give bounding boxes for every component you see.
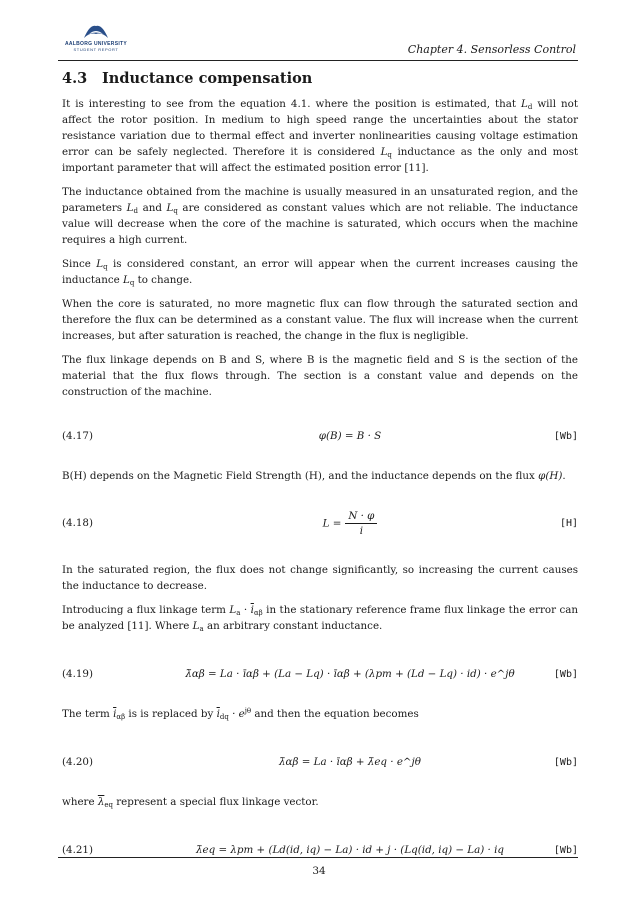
equation-number: (4.18) [62,517,93,529]
math-la: L [192,620,200,632]
math-la: L [229,604,237,616]
text-run: Since [62,258,97,270]
text-run: · [240,604,251,616]
equation-expression [152,510,548,537]
footer-rule [58,857,578,858]
math-sub: q [103,263,108,271]
fraction-numerator: N · φ [345,510,377,524]
text-run: B(H) depends on the Magnetic Field Strength (H), and the inductance depends on the flux [62,470,539,482]
paragraph-3 [62,256,578,288]
equation-expression: λ̄αβ = La · īαβ + λ̄eq · e^jθ [279,756,421,768]
math-phi: φ(H) [538,470,563,482]
fraction-denominator: i [359,524,364,537]
equation-number: (4.17) [62,430,93,442]
text-run: Introducing a flux linkage term [62,604,230,616]
text-run: in the stationary reference frame flux linkage the error can be analyzed [11]. Where [62,604,578,632]
equation-expression: φ(B) = B · S [318,430,382,442]
text-run: The term [62,708,114,720]
equation-unit: [H] [559,517,578,529]
fraction [345,510,377,537]
math-lq: L [96,258,104,270]
text-run: The inductance obtained from the machine is usually measured in an unsaturated region, and the parameters [62,186,578,214]
equation-unit: [Wb] [553,430,578,442]
math-sub: d [133,207,138,215]
equation-unit: [Wb] [553,668,578,680]
math-sub: αβ [116,713,126,721]
text-run: represent a special flux linkage vector. [112,796,319,808]
equation-4-17 [62,426,578,446]
paragraph-7: In the saturated region, the flux does not change significantly, so increasing the current causes the inductance to decrease. [62,564,578,592]
text-run: is considered constant, an error will appear when the current increases causing the inductance [62,258,578,286]
page-content [62,70,578,882]
paragraph-6 [62,468,578,484]
math-sub: eq [104,801,113,809]
equation-4-18 [62,506,578,540]
equation-4-19 [62,664,578,684]
logo-subtitle: STUDENT REPORT [73,47,119,52]
math-i-vector: $\overline{i}$ [216,708,220,720]
text-run: inductance as the only and most important parameter that will affect the estimated position error [11]. [62,146,578,174]
section-heading [62,70,578,87]
equation-expression: λ̄αβ = La · īαβ + (La − Lq) · īαβ + (λpm + (Ld − Lq) · id) · e^jθ [185,668,515,680]
math-sub: q [129,279,135,287]
paragraph-8 [62,602,578,634]
equation-number: (4.20) [62,756,93,768]
equation-unit: [Wb] [553,756,578,768]
chapter-running-head: Chapter 4. Sensorless Control [407,43,576,56]
text-run: and [138,202,167,214]
math-lambda-vector: $\overline{\lambda}$ [97,796,105,808]
logo-name: AALBORG UNIVERSITY [64,41,128,47]
math-sub: q [173,207,178,215]
math-lq: L [122,274,130,286]
text-run: . [562,470,566,482]
text-run: to change. [134,274,193,286]
math-sub: dq [219,713,229,721]
math-sub: a [199,625,204,633]
text-run: are considered as constant values which are not reliable. The inductance value will decrease when the core of the machine is saturated, which occurs when the machine requires a high current. [62,202,578,246]
paragraph-5: The flux linkage depends on B and S, where B is the magnetic field and S is the section of the material that the flux flows through. The section is a constant value and depends on the construction of the machine. [62,354,578,398]
paragraph-10 [62,794,578,810]
paragraph-2 [62,184,578,248]
university-logo [60,22,132,52]
paragraph-4: When the core is saturated, no more magnetic flux can flow through the saturated section and therefore the flux can be determined as a constant value. The flux will increase when the current increases, but after saturation is reached, the change in the flux is negligible. [62,298,578,342]
section-title: Inductance compensation [102,70,313,87]
text-run: is is replaced by [125,708,217,720]
math-lq: L [166,202,174,214]
math-ld: L [126,202,134,214]
text-run: It is interesting to see from the equation 4.1. where the position is estimated, that [62,98,521,110]
math-sub: αβ [253,609,263,617]
math-sup: jθ [244,707,252,715]
math-i-vector: $\overline{i}$ [250,604,254,616]
math-ld: L [521,98,528,110]
math-sub: q [387,151,392,159]
equation-unit: [Wb] [553,844,578,856]
math-lq: L [380,146,388,158]
text-run: an arbitrary constant inductance. [203,620,383,632]
text-run: where [62,796,98,808]
header-rule [58,60,578,61]
paragraph-9 [62,706,578,722]
math-i-vector: $\overline{i}$ [113,708,117,720]
section-number: 4.3 [62,70,88,87]
equation-lhs: L = [322,517,342,529]
university-logo-icon [82,22,110,40]
equation-expression: λ̄eq = λpm + (Ld(id, iq) − La) · id + j · (Lq(id, iq) − La) · iq [196,844,504,856]
math-sub: d [527,103,533,111]
equation-number: (4.19) [62,668,93,680]
math-exponential: · e [228,708,245,720]
math-sub: a [236,609,241,617]
page-number: 34 [312,865,326,877]
paragraph-1 [62,96,578,176]
equation-4-20 [62,752,578,772]
equation-number: (4.21) [62,844,93,856]
text-run: and then the equation becomes [251,708,419,720]
text-run: will not affect the rotor position. In medium to high speed range the uncertainties about the stator resistance variation due to thermal effect and inverter nonlinearities causing voltage estimation error can be safely neglected. Therefore it is considered [62,98,578,158]
